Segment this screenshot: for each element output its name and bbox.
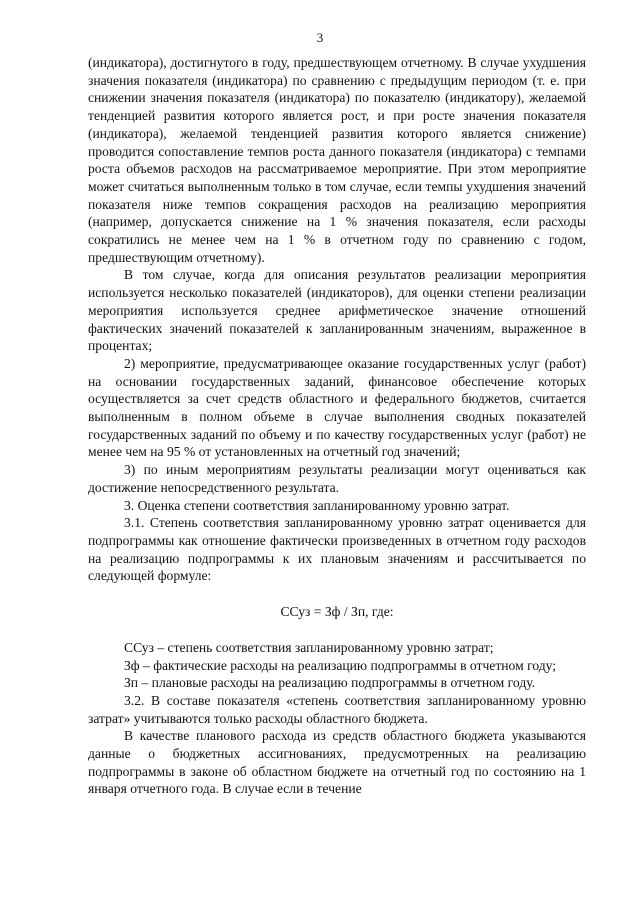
paragraph-item-2: 2) мероприятие, предусматривающее оказание государственных услуг (работ) на основании государственных заданий, финансовое обеспечение которых осуществляется за счет средств областного и федерального бюджетов, считается выполненным в полном объеме в случае выполнения сводных показателей государственных заданий по объему и по качеству государственных услуг (работ) не менее чем на 95 % от установленных на отчетный год значений; <box>88 355 586 460</box>
definition-zf: Зф – фактические расходы на реализацию подпрограммы в отчетном году; <box>124 657 557 673</box>
formula: ССуз = Зф / Зп, где: <box>280 604 394 620</box>
definition-ssuz: ССуз – степень соответствия запланированному уровню затрат; <box>124 639 494 655</box>
paragraph-multiple-indicators: В том случае, когда для описания результатов реализации мероприятия используется несколько показателей (индикаторов), для оценки степени реализации мероприятия используется среднее арифметическое значение отношений фактических значений показателей к запланированным значениям, выраженное в процентах; <box>88 267 586 354</box>
paragraph-3-1: 3.1. Степень соответствия запланированному уровню затрат оценивается для подпрограммы как отношение фактически произведенных в отчетном году расходов на реализацию подпрограммы к их плановым значениям и рассчитывается по следующей формуле: <box>88 515 586 584</box>
section-heading-3: 3. Оценка степени соответствия запланированному уровню затрат. <box>124 497 510 513</box>
paragraph-continuation: (индикатора), достигнутого в году, предшествующем отчетному. В случае ухудшения значения показателя (индикатора) по сравнению с предыдущим периодом (т. е. при снижении значения показателя (индикатора) по показателю (индикатору), желаемой тенденцией развития которого является рост, и при росте значения показателя (индикатора), желаемой тенденцией развития которого является снижение) проводится сопоставление темпов роста данного показателя (индикатора) с темпами роста объемов расходов на рассматриваемое мероприятие. При этом мероприятие может считаться выполненным только в том случае, если темпы ухудшения значений показателя ниже темпов сокращения расходов на реализацию мероприятия (например, допускается снижение на 1 % значения показателя, если расходы сократились не менее чем на 1 % в отчетном году по сравнению с годом, предшествующим отчетному). <box>88 55 586 265</box>
document-body <box>88 54 586 798</box>
page-number: 3 <box>316 30 324 45</box>
paragraph-item-3: 3) по иным мероприятиям результаты реализации могут оцениваться как достижение непосредственного результата. <box>88 462 586 495</box>
paragraph-planned-expense: В качестве планового расхода из средств областного бюджета указываются данные о бюджетных ассигнованиях, предусмотренных на реализацию подпрограммы в законе об областном бюджете на отчетный год по состоянию на 1 января отчетного года. В случае если в течение <box>88 728 586 797</box>
definition-zp: Зп – плановые расходы на реализацию подпрограммы в отчетном году. <box>124 675 536 691</box>
paragraph-3-2: 3.2. В составе показателя «степень соответствия запланированному уровню затрат» учитываются только расходы областного бюджета. <box>88 692 586 726</box>
